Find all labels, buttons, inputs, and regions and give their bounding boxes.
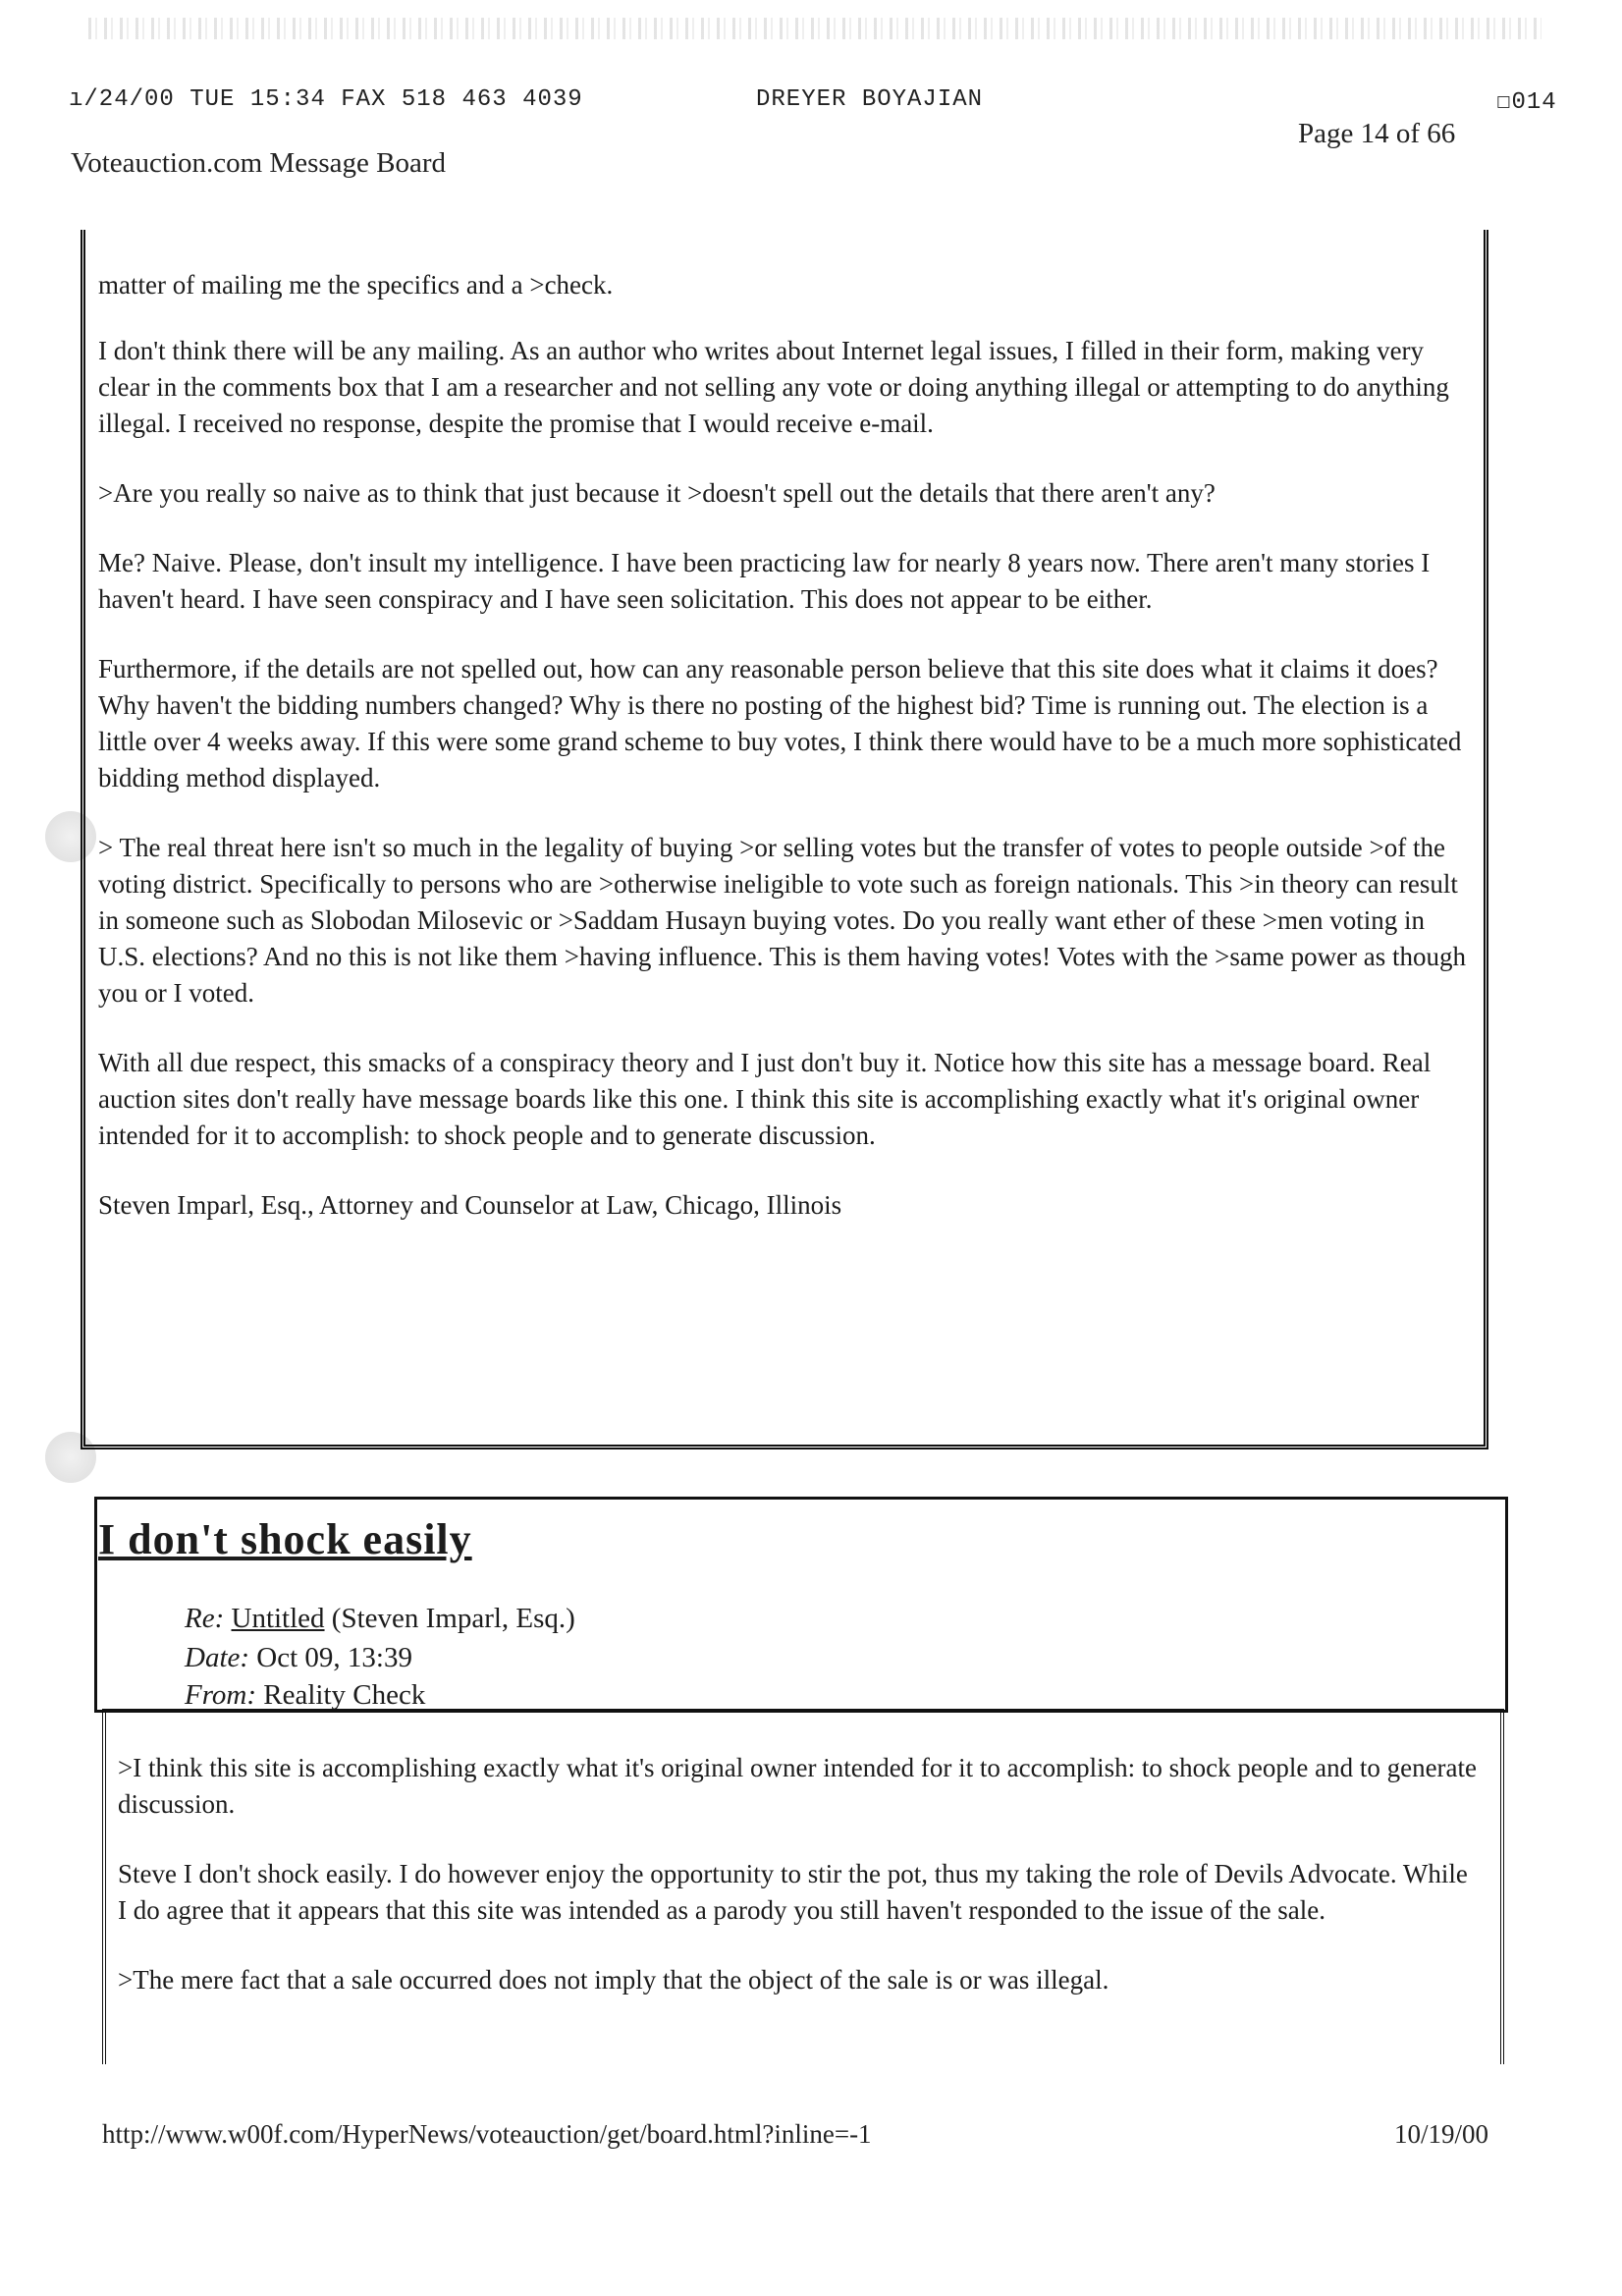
post-paragraph: matter of mailing me the specifics and a >check. — [98, 270, 614, 300]
reply-date-line — [185, 1642, 412, 1674]
post-paragraph: >Are you really so naive as to think that just because it >doesn't spell out the details that there aren't any? — [98, 478, 1216, 508]
footer-print-date: 10/19/00 — [1394, 2119, 1489, 2149]
re-link[interactable]: Untitled — [231, 1603, 325, 1634]
fax-header-recipient: DREYER BOYAJIAN — [756, 86, 984, 113]
date-label: Date: — [185, 1642, 250, 1673]
reply-from-line — [185, 1679, 425, 1712]
re-author: (Steven Imparl, Esq.) — [331, 1603, 575, 1634]
re-label: Re: — [185, 1603, 225, 1634]
fax-transmission-noise — [88, 18, 1541, 39]
reply-paragraph: >The mere fact that a sale occurred does not imply that the object of the sale is or was illegal. — [118, 1965, 1109, 1995]
board-title: Voteauction.com Message Board — [71, 147, 447, 179]
fax-header-sender: ı/24/00 TUE 15:34 FAX 518 463 4039 — [69, 86, 583, 113]
post-paragraph: I don't think there will be any mailing. As an author who writes about Internet legal issues, I filled in their form, making very clear in the comments box that I am a researcher and not selling any vote or doing anything illegal or attempting to do anything illegal. I received no response, despite the promise that I would receive e-mail. — [98, 336, 1449, 438]
reply-paragraph: >I think this site is accomplishing exactly what it's original owner intended for it to accomplish: to shock people and to generate discussion. — [118, 1753, 1478, 1819]
post-paragraph: Me? Naive. Please, don't insult my intelligence. I have been practicing law for nearly 8 years now. There aren't many stories I haven't heard. I have seen conspiracy and I have seen solicitation. This does not appear to be either. — [98, 548, 1431, 614]
post-paragraph: With all due respect, this smacks of a conspiracy theory and I just don't buy it. Notice how this site has a message board. Real auction sites don't really have message boards like this one. I think this site is accomplishing exactly what it's original owner intended for it to accomplish: to shock people and to generate discussion. — [98, 1048, 1432, 1150]
footer-url: http://www.w00f.com/HyperNews/voteauction/get/board.html?inline=-1 — [102, 2119, 872, 2149]
from-label: From: — [185, 1679, 257, 1711]
reply-paragraph: Steve I don't shock easily. I do however enjoy the opportunity to stir the pot, thus my taking the role of Devils Advocate. While I do agree that it appears that this site was intended as a parody you still haven't responded to the issue of the sale. — [118, 1859, 1468, 1925]
reply-body — [118, 1750, 1483, 2032]
from-value: Reality Check — [263, 1679, 426, 1711]
reply-re-line — [185, 1603, 575, 1635]
post-paragraph: > The real threat here isn't so much in the legality of buying >or selling votes but the transfer of votes to people outside >of the voting district. Specifically to persons who are >otherwise ineligible to vote such as foreign nationals. This >in theory can result in someone such as Slobodan Milosevic or >Saddam Husayn buying votes. Do you really want ether of these >men voting in U.S. elections? And no this is not like them >having influence. This is them having votes! Votes with the >same power as though you or I voted. — [98, 833, 1467, 1008]
post-body — [98, 267, 1471, 1257]
post-paragraph: Furthermore, if the details are not spelled out, how can any reasonable person believe that this site does what it claims it does? Why haven't the bidding numbers changed? Why is there no posting of the highest bid? Time is running out. The election is a little over 4 weeks away. If this were some grand scheme to buy votes, I think there would have to be a much more sophisticated bidding method displayed. — [98, 654, 1462, 793]
fax-header-page-number: ☐014 — [1496, 89, 1557, 116]
page-counter: Page 14 of 66 — [1298, 118, 1456, 149]
post-signature: Steven Imparl, Esq., Attorney and Counselor at Law, Chicago, Illinois — [98, 1190, 842, 1220]
date-value: Oct 09, 13:39 — [256, 1642, 412, 1673]
reply-title[interactable]: I don't shock easily — [98, 1515, 472, 1563]
